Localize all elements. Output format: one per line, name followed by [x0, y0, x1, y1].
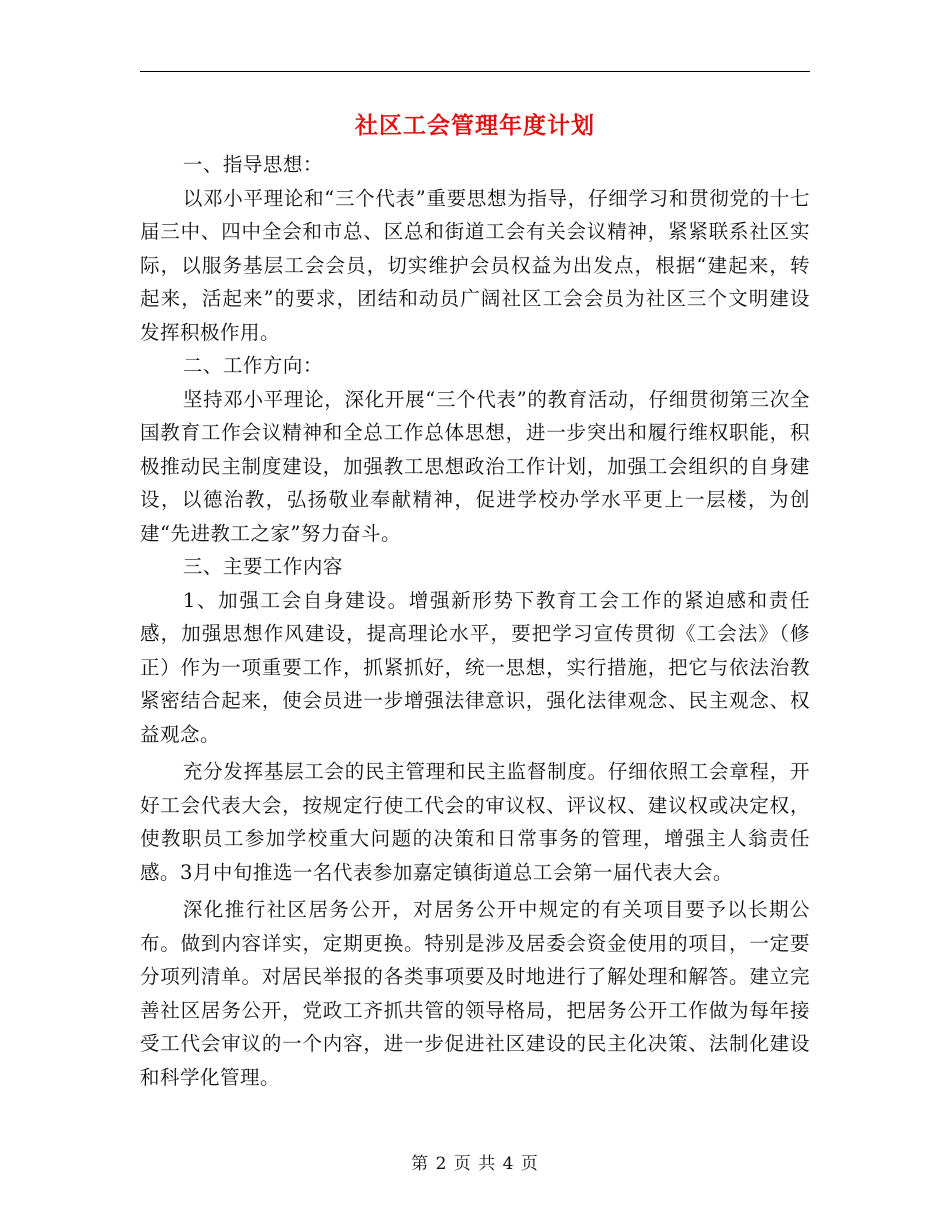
section-heading-work-direction: 二、工作方向： [182, 354, 323, 377]
paragraph-democratic-management: 充分发挥基层工会的民主管理和民主监督制度。仔细依照工会章程，开好工会代表大会，按规定行使工代会的审议权、评议权、建议权或决定权，使教职员工参加学校重大问题的决策和日常事务的管理，增强主人翁责任感。3月中旬推选一名代表参加嘉定镇街道总工会第一届代表大会。 [140, 760, 810, 884]
document-body [140, 148, 810, 1094]
paragraph-union-self-building: 1、加强工会自身建设。增强新形势下教育工会工作的紧迫感和责任感，加强思想作风建设，提高理论水平，要把学习宣传贯彻《工会法》（修正）作为一项重要工作，抓紧抓好，统一思想，实行措施，把它与依法治教紧密结合起来，使会员进一步增强法律意识，强化法律观念、民主观念、权益观念。 [140, 588, 810, 746]
header-rule [140, 71, 810, 72]
section-heading-guiding-thought: 一、指导思想： [182, 153, 323, 176]
page-number-footer: 第 2 页 共 4 页 [411, 1154, 539, 1174]
paragraph-affairs-disclosure: 深化推行社区居务公开，对居务公开中规定的有关项目要予以长期公布。做到内容详实，定期更换。特别是涉及居委会资金使用的项目，一定要分项列清单。对居民举报的各类事项要及时地进行了解处理和解答。建立完善社区居务公开，党政工齐抓共管的领导格局，把居务公开工作做为每年接受工代会审议的一个内容，进一步促进社区建设的民主化决策、法制化建设和科学化管理。 [140, 898, 810, 1089]
paragraph-guiding-thought: 以邓小平理论和“三个代表”重要思想为指导，仔细学习和贯彻党的十七届三中、四中全会和市总、区总和街道工会有关会议精神，紧紧联系社区实际，以服务基层工会会员，切实维护会员权益为出发点，根据“建起来，转起来，活起来”的要求，团结和动员广阔社区工会会员为社区三个文明建设发挥积极作用。 [140, 186, 810, 344]
document-title: 社区工会管理年度计划 [355, 112, 595, 139]
paragraph-work-direction: 坚持邓小平理论，深化开展“三个代表”的教育活动，仔细贯彻第三次全国教育工作会议精神和全总工作总体思想，进一步突出和履行维权职能，积极推动民主制度建设，加强教工思想政治工作计划，加强工会组织的自身建设，以德治教，弘扬敬业奉献精神，促进学校办学水平更上一层楼，为创建“先进教工之家”努力奋斗。 [140, 387, 810, 545]
section-heading-main-content: 三、主要工作内容 [182, 555, 343, 578]
